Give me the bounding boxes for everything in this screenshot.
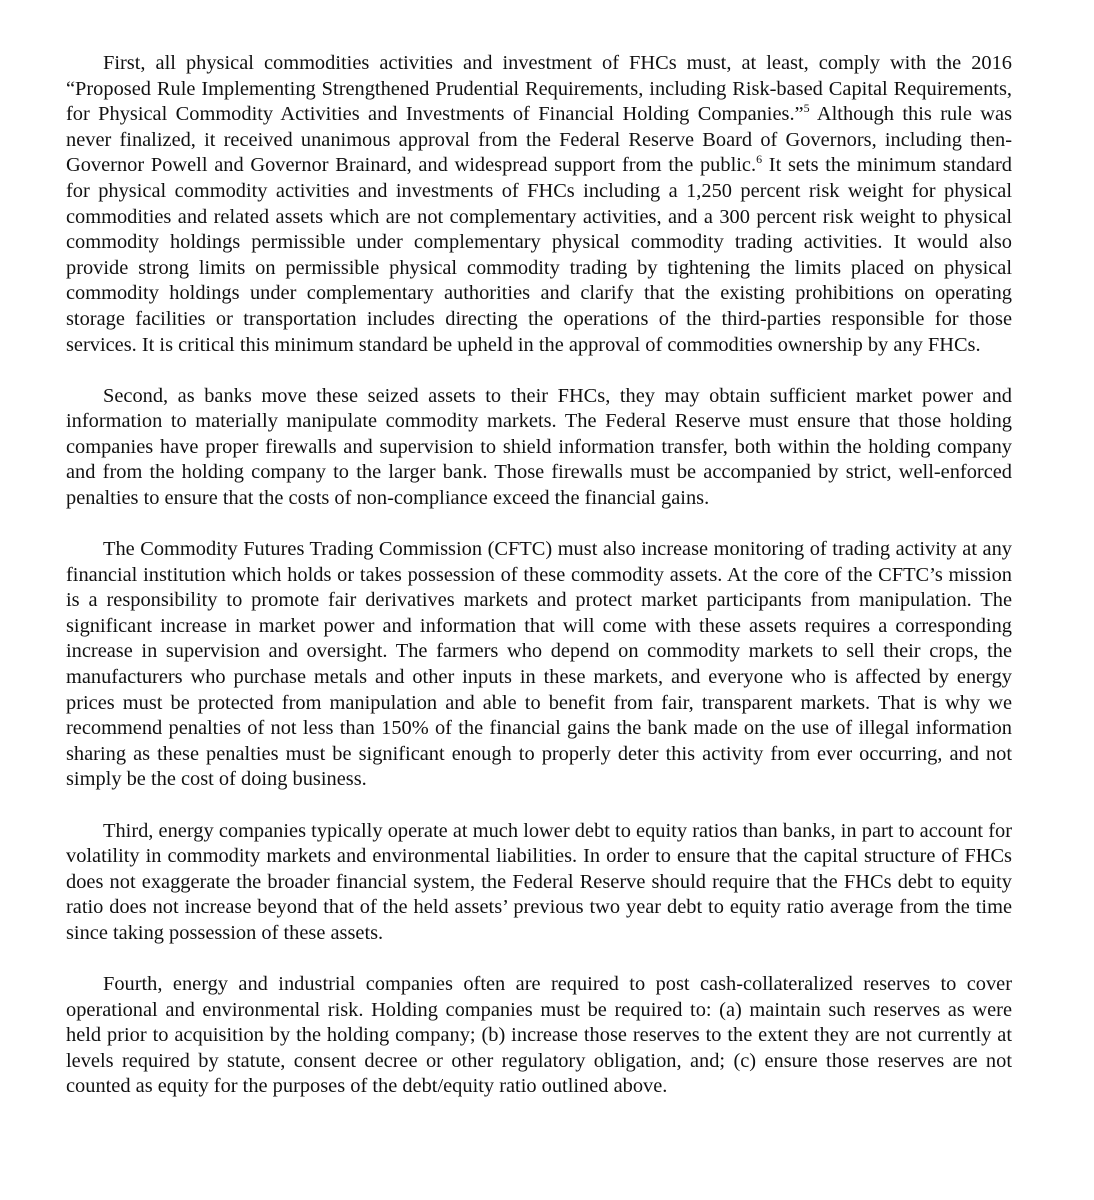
document-page — [66, 51, 1012, 1100]
paragraph-third: Third, energy companies typically operate at much lower debt to equity ratios than banks, in part to account for volatility in commodity markets and environmental liabilities. In order to ensure that the capital structure of FHCs does not exaggerate the broader financial system, the Federal Reserve should require that the FHCs debt to equity ratio does not increase beyond that of the held assets’ previous two year debt to equity ratio average from the time since taking possession of these assets. — [66, 819, 1012, 944]
paragraph-first-text-b: Although this rule was never finalized, it received unanimous approval from the Federal Reserve Board of Governors, including then-Governor Powell and Governor Brainard, and widespread support from the public. — [66, 103, 1013, 177]
paragraph-first — [66, 51, 1012, 358]
paragraph-second: Second, as banks move these seized assets to their FHCs, they may obtain sufficient market power and information to materially manipulate commodity markets. The Federal Reserve must ensure that those holding companies have proper firewalls and supervision to shield information transfer, both within the holding company and from the holding company to the larger bank. Those firewalls must be accompanied by strict, well-enforced penalties to ensure that the costs of non-compliance exceed the financial gains. — [66, 384, 1012, 509]
paragraph-first-text-c: It sets the minimum standard for physical commodity activities and investments of FHCs including a 1,250 percent risk weight for physical commodities and related assets which are not complementary activities, and a 300 percent risk weight to physical commodity holdings permissible under complementary physical commodity trading activities. It would also provide strong limits on permissible physical commodity trading by tightening the limits placed on physical commodity holdings under complementary authorities and clarify that the existing prohibitions on operating storage facilities or transportation includes directing the operations of the third-parties responsible for those services. It is critical this minimum standard be upheld in the approval of commodities ownership by any FHCs. — [66, 154, 1012, 356]
paragraph-cftc: The Commodity Futures Trading Commission (CFTC) must also increase monitoring of trading activity at any financial institution which holds or takes possession of these commodity assets. At the core of the CFTC’s mission is a responsibility to promote fair derivatives markets and protect market participants from manipulation. The significant increase in market power and information that will come with these assets requires a corresponding increase in supervision and oversight. The farmers who depend on commodity markets to sell their crops, the manufacturers who purchase metals and other inputs in these markets, and everyone who is affected by energy prices must be protected from manipulation and able to benefit from fair, transparent markets. That is why we recommend penalties of not less than 150% of the financial gains the bank made on the use of illegal information sharing as these penalties must be significant enough to properly deter this activity from ever occurring, and not simply be the cost of doing business. — [66, 538, 1012, 791]
footnote-marker-5: 5 — [803, 101, 810, 116]
paragraph-first-text-a: First, all physical commodities activities and investment of FHCs must, at least, comply with the 2016 “Proposed Rule Implementing Strengthened Prudential Requirements, including Risk-based Capital Requirements, for Physical Commodity Activities and Investments of Financial Holding Companies.” — [66, 52, 1012, 126]
paragraph-fourth: Fourth, energy and industrial companies often are required to post cash-collateralized reserves to cover operational and environmental risk. Holding companies must be required to: (a) maintain such reserves as were held prior to acquisition by the holding company; (b) increase those reserves to the extent they are not currently at levels required by statute, consent decree or other regulatory obligation, and; (c) ensure those reserves are not counted as equity for the purposes of the debt/equity ratio outlined above. — [66, 973, 1012, 1098]
footnote-marker-6: 6 — [756, 152, 763, 167]
